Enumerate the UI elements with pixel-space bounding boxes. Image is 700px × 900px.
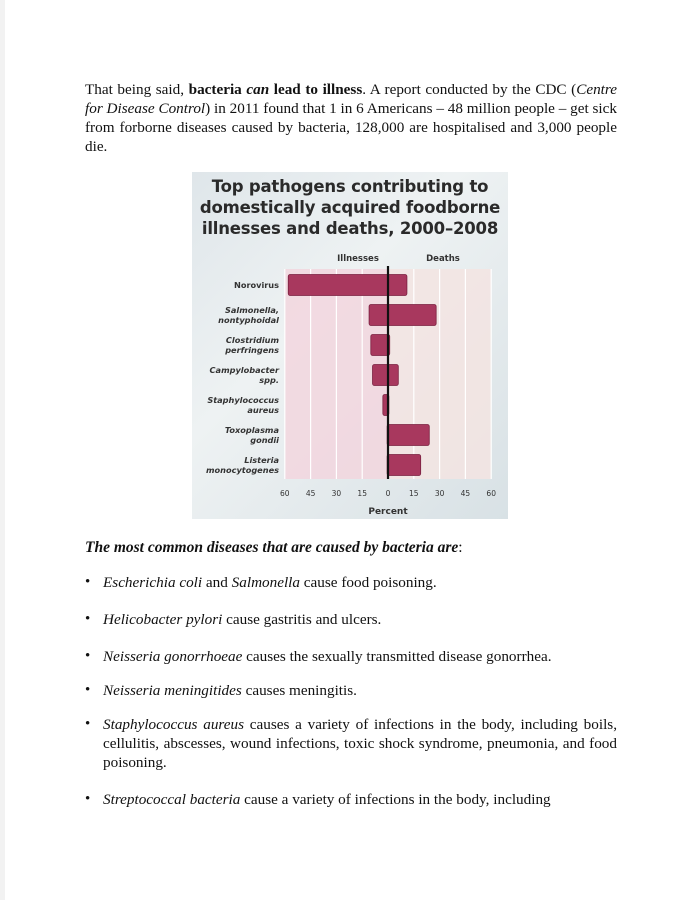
list-item: [85, 647, 617, 666]
organism-name: Streptococcal bacteria: [103, 791, 241, 808]
x-tick-label: 30: [331, 489, 342, 498]
bar-0: [288, 275, 407, 296]
category-label: [234, 280, 279, 290]
bullet-icon: •: [85, 611, 91, 627]
list-item: [85, 573, 617, 592]
x-tick-label: 15: [357, 489, 367, 498]
category-label: [206, 455, 279, 475]
organism-name: Helicobacter pylori: [103, 611, 223, 628]
x-tick-label: 0: [385, 489, 391, 498]
text: cause food poisoning.: [300, 574, 437, 591]
category-label-line: perfringens: [225, 345, 279, 355]
bar-3: [373, 365, 399, 386]
bar-5: [387, 425, 429, 446]
bullet-icon: •: [85, 574, 91, 590]
text: causes the sexually transmitted disease gonorrhea.: [242, 648, 552, 665]
bullet-icon: •: [85, 648, 91, 664]
x-tick-label: 30: [434, 489, 445, 498]
bullet-icon: •: [85, 682, 91, 698]
text: cause gastritis and ulcers.: [222, 611, 382, 628]
category-label-line: nontyphoidal: [218, 315, 279, 325]
text: lead to illness: [269, 81, 363, 98]
category-label-line: Toxoplasma: [224, 425, 279, 435]
x-tick-label: 60: [280, 489, 290, 498]
chart-svg: [192, 172, 508, 519]
deaths-label: Deaths: [426, 254, 460, 264]
chart-title-line: illnesses and deaths, 2000–2008: [201, 219, 499, 238]
category-label: [207, 395, 279, 415]
category-label-line: Salmonella,: [224, 305, 279, 315]
organism-name: Escherichia coli: [103, 574, 203, 591]
organism-name: Staphylococcus aureus: [103, 716, 245, 733]
category-label: [218, 305, 279, 325]
text: The most common diseases that are caused by bacteria are: [85, 539, 459, 556]
category-label: [210, 365, 280, 385]
list-item: [85, 610, 617, 629]
illnesses-label: Illnesses: [337, 254, 379, 264]
text: cause a variety of infections in the body, including: [240, 791, 551, 808]
organism-name: Salmonella: [231, 574, 300, 591]
category-label-line: Campylobacter: [209, 365, 279, 375]
organism-name: Neisseria gonorrhoeae: [103, 648, 243, 665]
category-label-line: Norovirus: [233, 280, 279, 290]
text: causes a variety of infections in the body, including boils, cellulitis, abscesses, wound infections, toxic shock syndrome, pneumonia, and food poisoning.: [103, 716, 617, 771]
chart-figure: [192, 172, 508, 519]
intro-paragraph: [85, 80, 617, 156]
list-item: [85, 681, 617, 700]
category-label-line: Clostridium: [225, 335, 279, 345]
list-item: [85, 790, 617, 809]
x-tick-label: 15: [409, 489, 419, 498]
bold-phrase: [189, 81, 363, 98]
page-edge: [0, 0, 5, 900]
category-label-line: monocytogenes: [205, 465, 279, 475]
chart-title-line: domestically acquired foodborne: [199, 198, 501, 217]
category-label: [225, 425, 279, 445]
category-label: [224, 335, 279, 355]
text: and: [202, 574, 232, 591]
text: :: [458, 539, 463, 556]
list-heading: [85, 539, 463, 557]
bar-1: [369, 305, 436, 326]
cdc-name: Centre for Disease Control: [85, 81, 617, 117]
bullet-icon: •: [85, 716, 91, 732]
x-axis-label: Percent: [368, 507, 408, 517]
x-tick-label: 45: [305, 489, 316, 498]
text: . A report conducted by the CDC (: [362, 81, 577, 98]
list-item: [85, 715, 617, 772]
chart-title-line: Top pathogens contributing to: [211, 177, 489, 196]
text: bacteria: [188, 81, 247, 98]
bullet-icon: •: [85, 791, 91, 807]
x-tick-label: 45: [460, 489, 471, 498]
category-label-line: gondii: [250, 435, 279, 445]
category-label-line: Staphylococcus: [207, 395, 279, 405]
category-label-line: aureus: [247, 405, 279, 415]
text: causes meningitis.: [241, 682, 357, 699]
bar-2: [371, 335, 390, 356]
category-label-line: Listeria: [244, 455, 279, 465]
bar-6: [387, 455, 421, 476]
category-label-line: spp.: [259, 375, 279, 385]
text: can: [246, 81, 270, 98]
x-tick-label: 60: [486, 489, 496, 498]
text: ) in 2011 found that 1 in 6 Americans – 48 million people – get sick from forborne diseases caused by bacteria, 128,000 are hospitalised and 3,000 people die.: [85, 100, 617, 155]
text: That being said,: [85, 81, 189, 98]
organism-name: Neisseria meningitides: [103, 682, 242, 699]
